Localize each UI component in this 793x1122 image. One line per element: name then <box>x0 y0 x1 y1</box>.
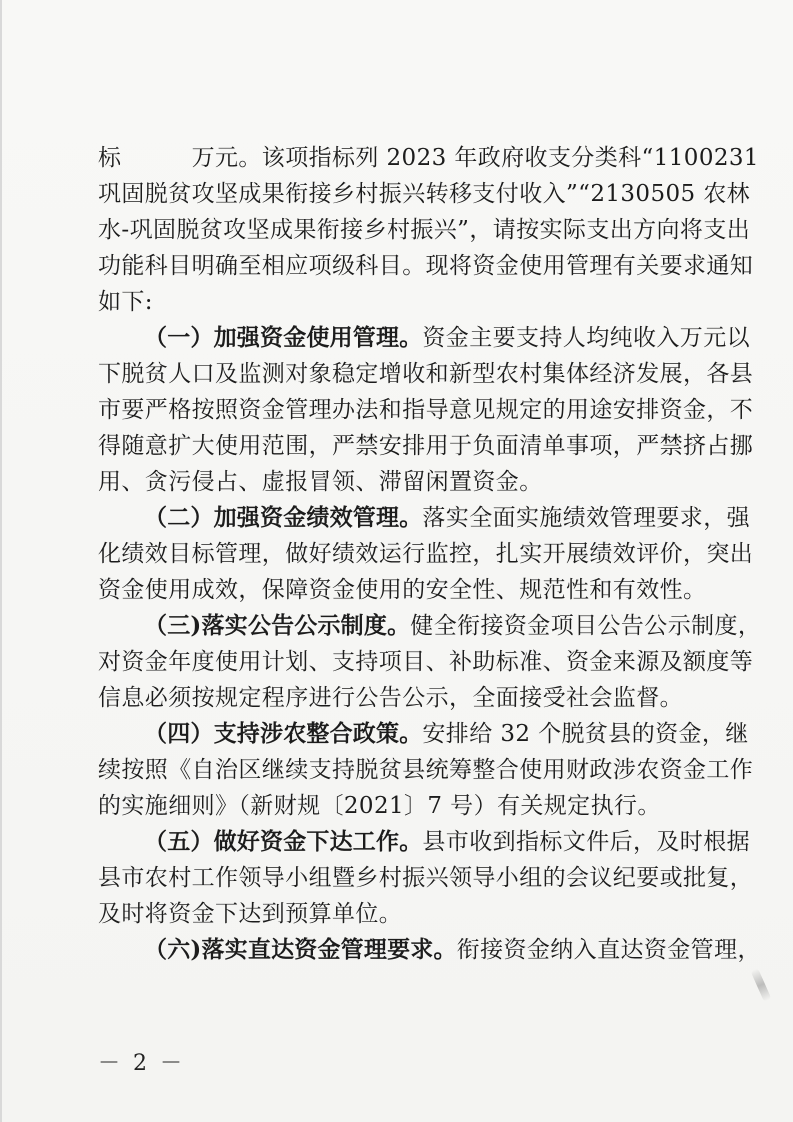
section-first-line <box>98 500 751 536</box>
paragraph-line: 对资金年度使用计划、支持项目、补助标准、资金来源及额度等 <box>98 649 754 675</box>
section-text: 衔接资金纳入直达资金管理， <box>456 937 761 963</box>
section-text: 落实全面实施绩效管理要求，强 <box>422 505 751 531</box>
section-6 <box>98 932 761 968</box>
paragraph-line: 用、贪污侵占、虚报冒领、滞留闲置资金。 <box>98 469 543 495</box>
paragraph-line: 市要严格按照资金管理办法和指导意见规定的用途安排资金，不 <box>98 397 754 423</box>
section-first-line <box>98 824 751 860</box>
paragraph-line: 巩固脱贫攻坚成果衔接乡村振兴转移支付收入”“2130505 农林 <box>98 181 751 207</box>
paragraph-line: 得随意扩大使用范围，严禁安排用于负面清单事项，严禁挤占挪 <box>98 433 754 459</box>
paragraph-line: 县市农村工作领导小组暨乡村振兴领导小组的会议纪要或批复， <box>98 865 754 891</box>
section-heading: （五）做好资金下达工作。 <box>144 828 423 855</box>
paragraph-line: 续按照《自治区继续支持脱贫县统筹整合使用财政涉农资金工作 <box>98 757 754 783</box>
scan-mark <box>750 968 771 1002</box>
section-3 <box>98 608 762 716</box>
paragraph-line: 水-巩固脱贫攻坚成果衔接乡村振兴”，请按实际支出方向将支出 <box>98 217 751 243</box>
section-4 <box>98 716 754 824</box>
paragraph-line: 化绩效目标管理，做好绩效运行监控，扎实开展绩效评价，突出 <box>98 541 754 567</box>
document-body <box>98 140 762 968</box>
section-first-line <box>98 716 749 752</box>
section-text: 健全衔接资金项目公告公示制度， <box>410 613 762 639</box>
section-heading: （三)落实公告公示制度。 <box>144 612 411 639</box>
section-1 <box>98 320 754 500</box>
paragraph-line: 下脱贫人口及监测对象稳定增收和新型农村集体经济发展，各县 <box>98 361 754 387</box>
paragraph-line: 如下: <box>98 289 153 315</box>
section-text: 资金主要支持人均纯收入万元以 <box>422 325 751 351</box>
paragraph-line: 功能科目明确至相应项级科目。现将资金使用管理有关要求通知 <box>98 253 754 279</box>
paragraph-line: 标 万元。该项指标列 2023 年政府收支分类科“1100231 <box>98 145 759 171</box>
section-first-line <box>98 608 762 644</box>
section-text: 县市收到指标文件后，及时根据 <box>422 829 751 855</box>
section-2 <box>98 500 754 608</box>
page-number: － 2 － <box>98 1051 185 1076</box>
section-heading: （四）支持涉农整合政策。 <box>144 720 423 747</box>
paragraph-line: 的实施细则》（新财规〔2021〕7 号）有关规定执行。 <box>98 793 661 819</box>
section-first-line <box>98 932 761 968</box>
section-heading: （一）加强资金使用管理。 <box>144 324 423 351</box>
section-heading: （六)落实直达资金管理要求。 <box>144 936 457 963</box>
paragraph-line: 资金使用成效，保障资金使用的安全性、规范性和有效性。 <box>98 577 707 603</box>
section-5 <box>98 824 754 932</box>
paragraph-line: 信息必须按规定程序进行公告公示，全面接受社会监督。 <box>98 685 683 711</box>
section-first-line <box>98 320 751 356</box>
paragraph-line: 及时将资金下达到预算单位。 <box>98 901 403 927</box>
page-left-edge <box>0 0 2 1122</box>
section-text: 安排给 32 个脱贫县的资金，继 <box>422 721 749 747</box>
section-heading: （二）加强资金绩效管理。 <box>144 504 423 531</box>
continued-paragraph <box>98 140 759 320</box>
